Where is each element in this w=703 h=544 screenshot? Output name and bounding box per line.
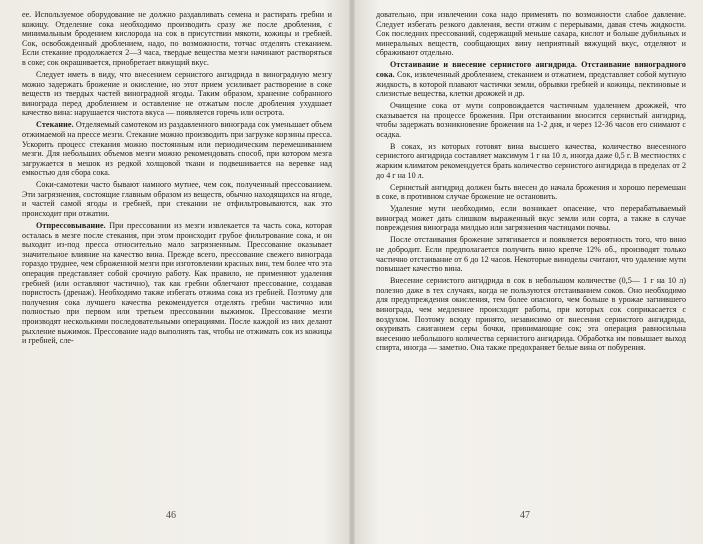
paragraph-text: довательно, при извлечении сока надо применять по возможности слабое давление. Следует избегать резкого давления, вести отжим с перерывами, давая стечь жидкости. Сок последних прессований, содержащий меньше сахара, кислот и больше дубильных и минеральных веществ, сообщающих вину неприятный вяжущий вкус, отделяют и сбраживают отдельно.	[376, 10, 686, 58]
paragraph	[376, 10, 686, 58]
run-in-heading: Стекание.	[36, 120, 74, 130]
paragraph	[376, 101, 686, 139]
paragraph	[376, 183, 686, 202]
right-page-text	[376, 10, 686, 355]
paragraph-text: Отделяемый самотеком из раздавленного винограда сок уменьшает объем отжимаемой на прессе мезги. Стекание можно производить при загрузке корзины пресса. Ускорить процесс стекания можно постоянным или периодическим перемешиванием мезги. Для небольших объемов мезги можно рекомендовать способ, при котором мезга загружается в мешок из редкой холщовой ткани и подвешивается на веревке над емкостью для сбора сока.	[22, 120, 332, 178]
run-in-heading: Отпрессовывание.	[36, 221, 106, 231]
paragraph	[22, 221, 332, 346]
paragraph	[22, 10, 332, 68]
paragraph-text: Сок, извлеченный дроблением, стеканием и отжатием, представляет собой мутную жидкость, в которой плавают частички земли, обрывки гребней и кожицы, пектиновые и слизистые вещества, клетки дрожжей и др.	[376, 69, 686, 99]
paragraph-text: Удаление мути необходимо, если возникает опасение, что перерабатываемый виноград может дать слишком выраженный вкус земли или сорта, а также в случае повреждения винограда милдью или загрязнения частицами почвы.	[376, 204, 686, 233]
paragraph	[376, 142, 686, 180]
right-page	[354, 0, 703, 544]
paragraph-text: Следует иметь в виду, что внесением сернистого ангидрида в виноградную мезгу можно задержать брожение и окисление, но этот прием усиливает растворение в соке веществ из твердых частей виноградной ягоды. Таким образом, хранение собранного винограда перед дроблением и оставление не отжатым после дробления ухудшает качество вина: нарушается чистота вкуса — появляется горечь или острота.	[22, 69, 332, 118]
left-page-text	[22, 10, 332, 348]
paragraph	[376, 60, 686, 98]
paragraph-text: Соки-самотеки часто бывают намного мутнее, чем сок, полученный прессованием. Эти загрязнения, состоящие главным образом из веществ, обычно находящихся на ягоде, и частей самой ягоды и гребней, при стекании не отфильтровываются, как это происходит при отжатии.	[22, 180, 332, 219]
paragraph	[22, 120, 332, 178]
left-page-number: 46	[166, 510, 176, 521]
right-page-number: 47	[520, 510, 530, 521]
paragraph-text: В соках, из которых готовят вина высшего качества, количество внесенного сернистого ангидрида составляет максимум 1 г на 10 л, иногда даже 0,5 г. В местностях с жарким климатом рекомендуется брать количество сернистого ангидрида в пределах от 2 до 4 г на 10 л.	[376, 141, 686, 180]
paragraph	[22, 180, 332, 218]
left-page	[0, 0, 350, 544]
paragraph-text: ее. Используемое оборудование не должно раздавливать семена и растирать гребни и кожицу. Отделение сока необходимо производить сразу же после дробления, с минимальным бродением кислорода на сок в присутствии мякоти, кожицы и гребней. Сок, освобожденный дроблением, надо, по возможности, тотчас отделять стеканием. Если стекание продолжается 2—3 часа, твердые вещества мезги начинают растворяться в соке; сок окрашивается, приобретает вяжущий вкус.	[22, 10, 332, 67]
run-in-heading: Отстаивание и внесение сернистого ангидрида. Отстаивание виноградного сока.	[376, 60, 686, 79]
paragraph-text: После отстаивания брожение затягивается и появляется вероятность того, что вино не добродит. Если предполагается получить вино крепче 12% об., производят только частично отстаивание от 6 до 12 часов. Некоторые виноделы считают, что удаление мути повышает качество вина.	[376, 235, 686, 274]
paragraph-text: Очищение сока от мути сопровождается частичным удалением дрожжей, что сказывается на процессе брожения. При отстаивании вносится сернистый ангидрид, чтобы задержать возникновение брожения на 1-2 дня, и через 12-36 часов его снимают с осадка.	[376, 101, 686, 139]
paragraph	[376, 235, 686, 273]
paragraph	[376, 204, 686, 233]
paragraph-text: Внесение сернистого ангидрида в сок в небольшом количестве (0,5— 1 г на 10 л) полезно даже в тех случаях, когда не пользуются отстаиванием соков. Оно необходимо для предупреждения окисления, тем более опасного, чем больше в урожае загнившего винограда, чем медленнее происходят работы, при которых сок соприкасается с воздухом. Поэтому всюду принято, независимо от внесения сернистого ангидрида, окуривать сжиганием серы бочки, принимающие сок; эта операция равносильна внесению небольшого количества сернистого ангидрида. Обработка им повышает выход спирта, иногда — заметно. Она также предохраняет белые вина от побурения.	[376, 276, 686, 353]
paragraph	[376, 276, 686, 353]
paragraph	[22, 70, 332, 118]
paragraph-text: Сернистый ангидрид должен быть внесен до начала брожения и хорошо перемешан в соке, в противном случае брожение не остановить.	[376, 182, 686, 202]
paragraph-text: При прессовании из мезги извлекается та часть сока, которая осталась в мезге после стекания, при этом происходит грубое фильтрование сока, и он выходит из-под пресса относительно мало загрязненным. Прессование оказывает значительное влияние на качество вина. Прежде всего, прессование свежего винограда гораздо труднее, чем сброженной мезги при изготовлении красных вин, тем более что эта операция представляет собой срочную работу. Как правило, не применяют удаления гребней (или оставляют частично), так как гребни облегчают прессование, создавая пористость (дренаж). Необходимо также избегать отжима сока из гребней. Поэтому для получения сока лучшего качества рекомендуется отделять гребни частично или полностью при первом или третьем прессовании выжимок. Прессование мезги производят несколькими последовательными операциями. После каждой из них делают рыхление выжимок. Прессование надо выполнять так, чтобы не отжимать сок из кожицы и гребней, сле-	[22, 221, 332, 346]
